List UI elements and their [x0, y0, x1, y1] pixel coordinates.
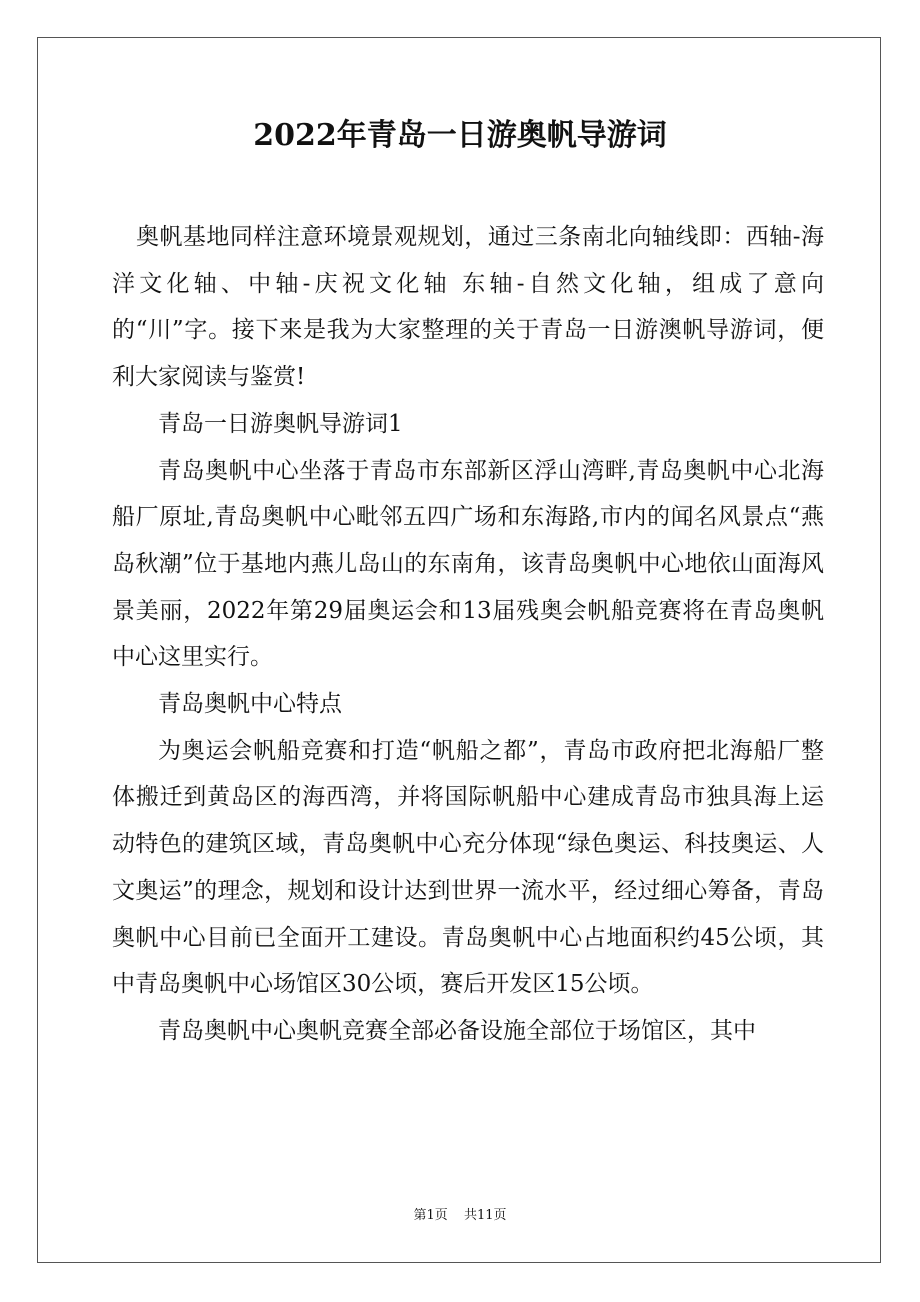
page-number: 第1页 [413, 1208, 448, 1223]
body-paragraph: 青岛奥帆中心坐落于青岛市东部新区浮山湾畔,青岛奥帆中心北海船厂原址,青岛奥帆中心毗邻五四广场和东海路,市内的闻名风景点“燕岛秋潮”位于基地内燕儿岛山的东南角，该青岛奥帆中心地依山面海风景美丽，2022年第29届奥运会和13届残奥会帆船竞赛将在青岛奥帆中心这里实行。 [112, 457, 824, 671]
body-paragraph: 为奥运会帆船竞赛和打造“帆船之都”，青岛市政府把北海船厂整体搬迁到黄岛区的海西湾，并将国际帆船中心建成青岛市独具海上运动特色的建筑区域，青岛奥帆中心充分体现“绿色奥运、科技奥运、人文奥运”的理念，规划和设计达到世界一流水平，经过细心筹备，青岛奥帆中心目前已全面开工建设。青岛奥帆中心占地面积约45公顷，其中青岛奥帆中心场馆区30公顷，赛后开发区15公顷。 [112, 737, 824, 998]
intro-paragraph: 奥帆基地同样注意环境景观规划，通过三条南北向轴线即：西轴-海洋文化轴、中轴-庆祝文化轴 东轴-自然文化轴，组成了意向的“川”字。接下来是我为大家整理的关于青岛一日游澳帆导游词，便利大家阅读与鉴赏! [112, 224, 824, 391]
section-heading: 青岛一日游奥帆导游词1 [158, 410, 403, 437]
document-title: 2022年青岛一日游奥帆导游词 [253, 118, 667, 153]
page-footer [0, 1207, 920, 1225]
document-body [112, 214, 824, 1055]
section-heading: 青岛奥帆中心特点 [158, 691, 342, 718]
body-paragraph: 青岛奥帆中心奥帆竞赛全部必备设施全部位于场馆区，其中 [158, 1017, 756, 1044]
page-total: 共11页 [463, 1208, 507, 1223]
